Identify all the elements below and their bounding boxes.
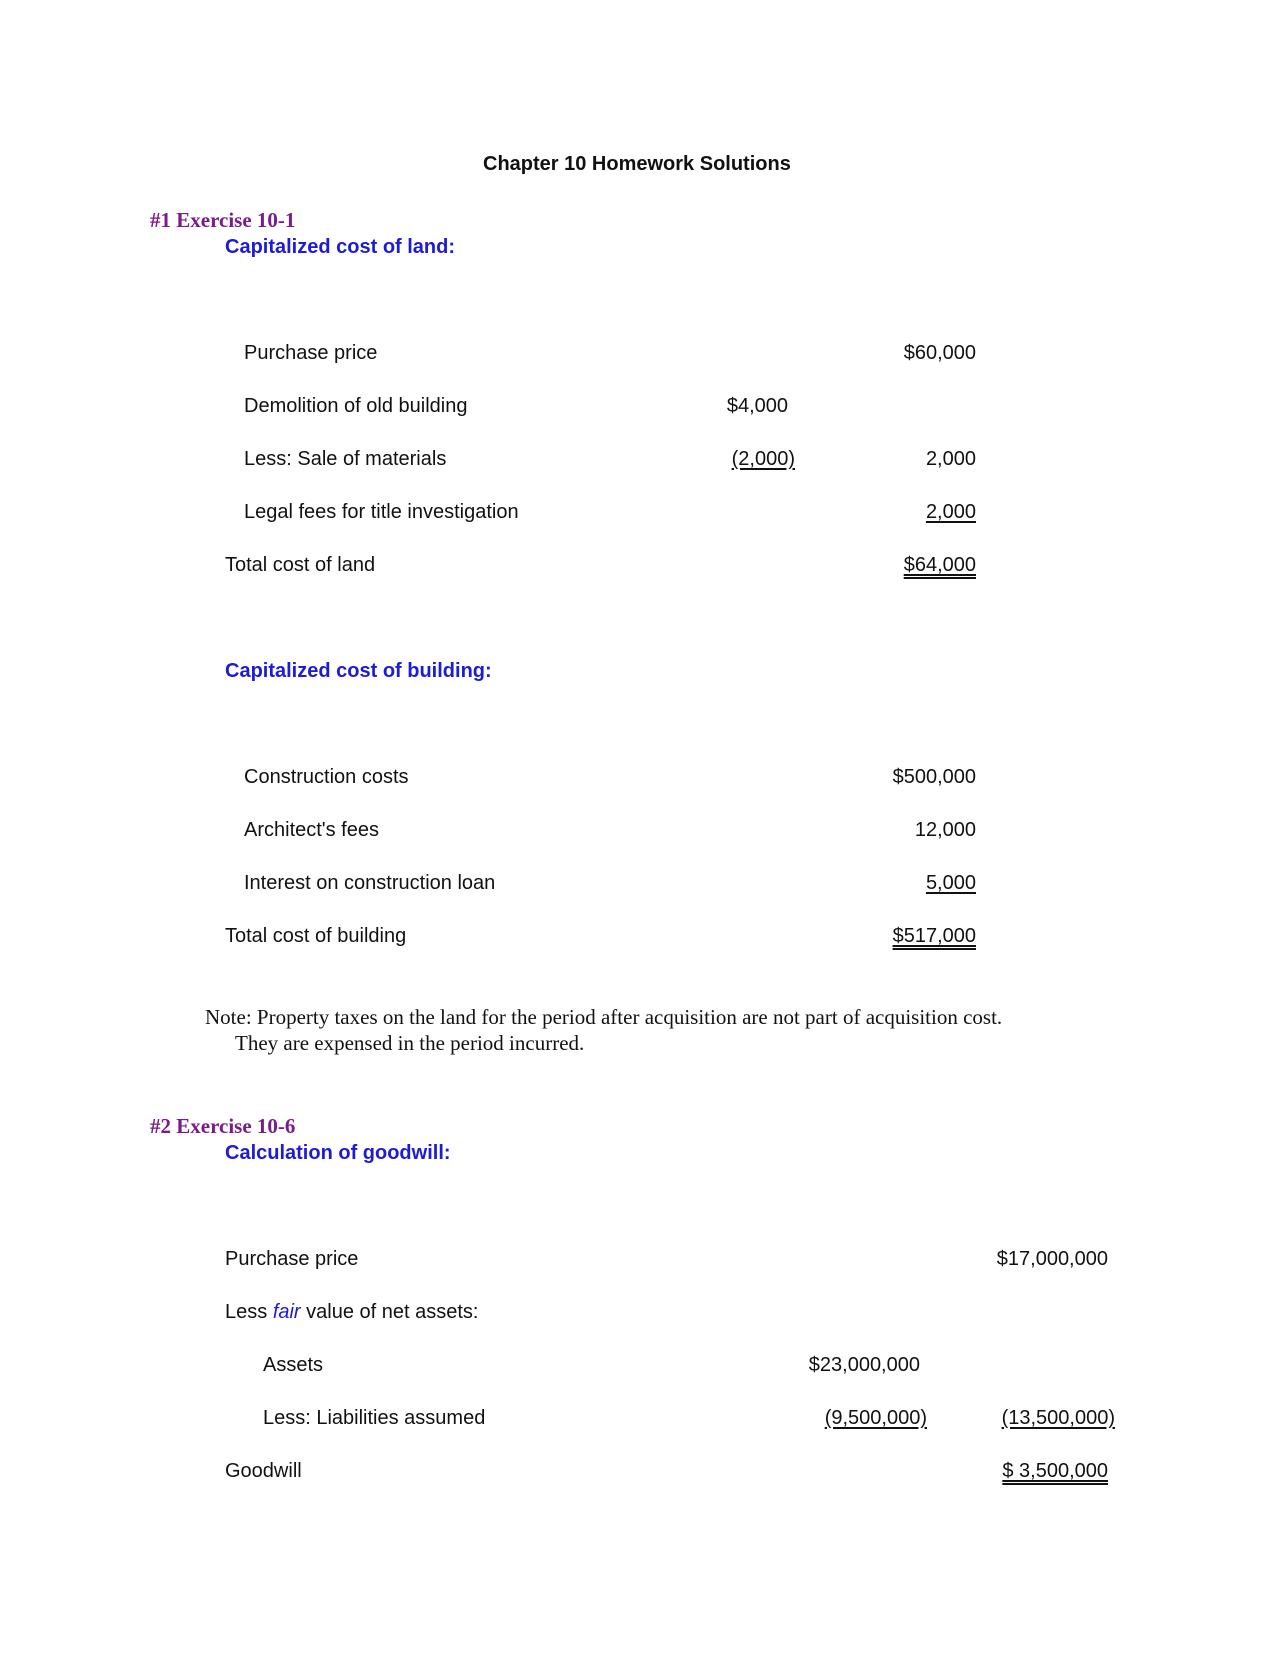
- land-purchase-price-value: $60,000: [903, 342, 976, 364]
- goodwill-label: Goodwill: [225, 1460, 302, 1482]
- less-fair-value-label: [225, 1301, 479, 1324]
- less-suffix: value of net assets:: [300, 1301, 479, 1323]
- legal-fees-label: Legal fees for title investigation: [244, 501, 519, 523]
- architect-fees-value: 12,000: [914, 819, 976, 841]
- goodwill-purchase-price-value: $17,000,000: [996, 1248, 1108, 1270]
- interest-value: 5,000: [925, 872, 976, 894]
- demolition-label: Demolition of old building: [244, 395, 468, 417]
- exercise-10-6-heading: #2 Exercise 10-6: [150, 1114, 296, 1138]
- goodwill-subheading: Calculation of goodwill:: [225, 1142, 451, 1164]
- salvage-value: (2,000): [731, 448, 795, 470]
- goodwill-purchase-price-label: Purchase price: [225, 1248, 359, 1270]
- building-subheading: Capitalized cost of building:: [225, 660, 492, 682]
- less-prefix: Less: [225, 1301, 273, 1323]
- fair-word: fair: [272, 1301, 301, 1323]
- liabilities-value: (9,500,000): [824, 1407, 927, 1429]
- page-title: Chapter 10 Homework Solutions: [483, 153, 791, 175]
- assets-label: Assets: [263, 1354, 324, 1376]
- legal-fees-value: 2,000: [925, 501, 976, 523]
- construction-costs-value: $500,000: [892, 766, 976, 788]
- goodwill-value: $ 3,500,000: [1002, 1460, 1108, 1482]
- total-building-label: Total cost of building: [225, 925, 407, 947]
- construction-costs-label: Construction costs: [244, 766, 409, 788]
- net-assets-value: (13,500,000): [1001, 1407, 1115, 1429]
- note-line-1: Note: Property taxes on the land for the period after acquisition are not part of acquisition cost.: [205, 1005, 1003, 1029]
- total-building-value: $517,000: [892, 925, 976, 947]
- total-land-value: $64,000: [903, 554, 976, 576]
- demolition-value: $4,000: [726, 395, 788, 417]
- land-subheading: Capitalized cost of land:: [225, 236, 456, 258]
- architect-fees-label: Architect's fees: [244, 819, 379, 841]
- salvage-label: Less: Sale of materials: [244, 448, 447, 470]
- total-land-label: Total cost of land: [225, 554, 376, 576]
- interest-label: Interest on construction loan: [244, 872, 496, 894]
- assets-value: $23,000,000: [808, 1354, 920, 1376]
- net-demolition-value: 2,000: [925, 448, 976, 470]
- liabilities-label: Less: Liabilities assumed: [263, 1407, 486, 1429]
- note-line-2: They are expensed in the period incurred.: [235, 1031, 585, 1055]
- land-purchase-price-label: Purchase price: [244, 342, 378, 364]
- exercise-10-1-heading: #1 Exercise 10-1: [150, 208, 296, 232]
